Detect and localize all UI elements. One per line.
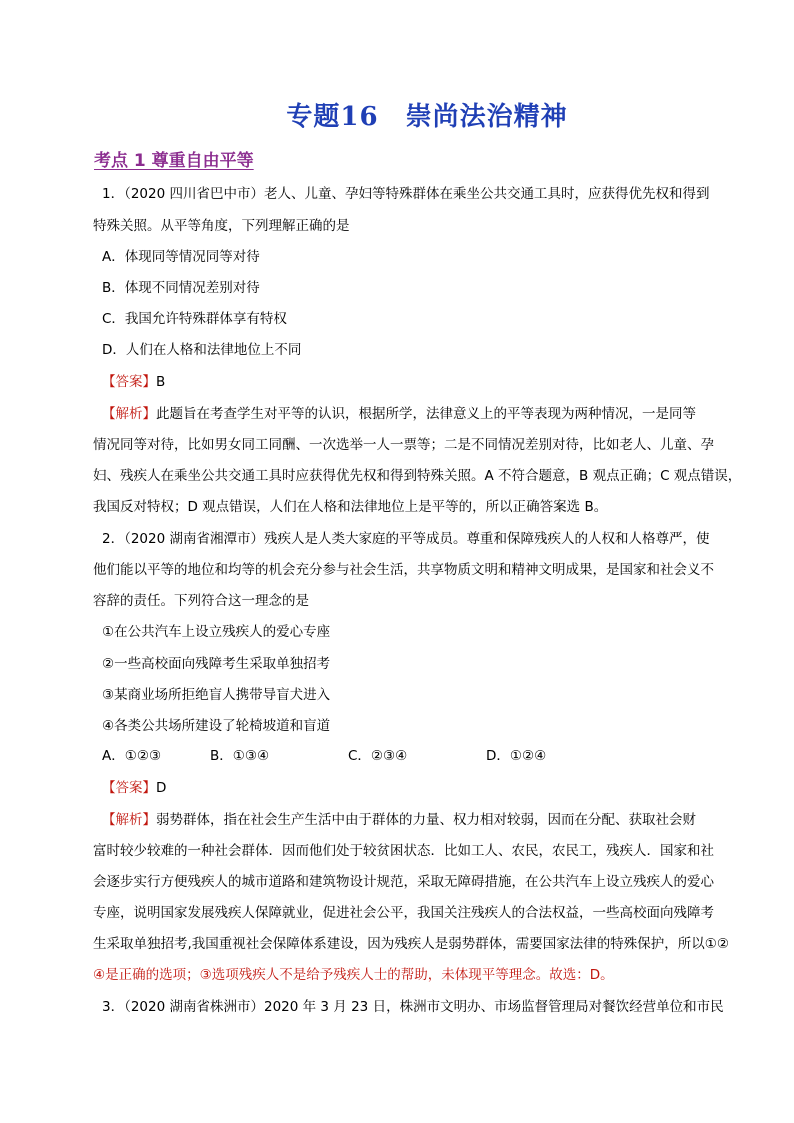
q2-answer-tag: 【答案】 [102, 780, 156, 796]
q2-item-1: ①在公共汽车上设立残疾人的爱心专座 [102, 624, 331, 640]
section-heading: 考点 1 尊重自由平等 [94, 151, 254, 171]
q2-analysis-line-5: 生采取单独招考,我国重视社会保障体系建设，因为残疾人是弱势群体，需要国家法律的特殊保护，所以①② [93, 936, 729, 952]
q2-analysis-tag: 【解析】 [102, 812, 156, 828]
q2-choice-d: D．①②④ [486, 748, 547, 764]
page-title: 专题16 崇尚法治精神 [286, 102, 568, 132]
q2-analysis-line-3: 会逐步实行方便残疾人的城市道路和建筑物设计规范，采取无障碍措施，在公共汽车上设立残疾人的爱心 [93, 874, 714, 890]
q1-analysis-tag: 【解析】 [102, 406, 156, 422]
q1-analysis-line-4: 我国反对特权；D 观点错误，人们在人格和法律地位上是平等的，所以正确答案选 B。 [93, 499, 608, 515]
q2-item-4: ④各类公共场所建设了轮椅坡道和盲道 [102, 718, 331, 734]
q1-analysis-text-1: 此题旨在考查学生对平等的认识，根据所学，法律意义上的平等表现为两种情况，一是同等 [156, 406, 696, 422]
q1-analysis-line-1 [102, 404, 696, 424]
q2-stem-line-2: 他们能以平等的地位和均等的机会充分参与社会生活，共享物质文明和精神文明成果，是国家和社会义不 [93, 562, 714, 578]
q1-option-c: C．我国允许特殊群体享有特权 [102, 311, 287, 327]
q2-analysis-line-1 [102, 810, 696, 830]
q2-analysis-line-4: 专座，说明国家发展残疾人保障就业，促进社会公平，我国关注残疾人的合法权益，一些高校面向残障考 [93, 905, 714, 921]
q2-item-3: ③某商业场所拒绝盲人携带导盲犬进入 [102, 687, 331, 703]
q2-choice-c: C．②③④ [348, 748, 408, 764]
q2-analysis-line-6: ④是正确的选项；③选项残疾人不是给予残疾人士的帮助，未体现平等理念。故选：D。 [93, 967, 614, 983]
q3-stem-line-1: 3．（2020 湖南省株洲市）2020 年 3 月 23 日，株洲市文明办、市场监督管理局对餐饮经营单位和市民 [102, 999, 724, 1015]
q1-option-a: A．体现同等情况同等对待 [102, 249, 260, 265]
q2-analysis-text-1: 弱势群体，指在社会生产生活中由于群体的力量、权力相对较弱，因而在分配、获取社会财 [156, 812, 696, 828]
q1-answer-tag: 【答案】 [102, 374, 156, 390]
q2-answer [102, 778, 166, 798]
q2-item-2: ②一些高校面向残障考生采取单独招考 [102, 656, 331, 672]
q1-analysis-line-2: 情况同等对待，比如男女同工同酬、一次选举一人一票等；二是不同情况差别对待，比如老人、儿童、孕 [93, 437, 714, 453]
q2-choice-a: A．①②③ [102, 748, 162, 764]
q1-answer-value: B [156, 374, 166, 390]
q1-option-b: B．体现不同情况差别对待 [102, 280, 260, 296]
q1-stem-line-1: 1．（2020 四川省巴中市）老人、儿童、孕妇等特殊群体在乘坐公共交通工具时，应获得优先权和得到 [102, 186, 710, 202]
q2-answer-value: D [156, 780, 167, 796]
q1-analysis-line-3: 妇、残疾人在乘坐公共交通工具时应获得优先权和得到特殊关照。A 不符合题意，B 观点正确；C 观点错误， [93, 468, 742, 484]
q1-option-d: D．人们在人格和法律地位上不同 [102, 342, 302, 358]
q2-stem-line-1: 2．（2020 湖南省湘潭市）残疾人是人类大家庭的平等成员。尊重和保障残疾人的人权和人格尊严，使 [102, 531, 710, 547]
q2-choice-b: B．①③④ [210, 748, 270, 764]
q1-answer [102, 372, 165, 392]
q1-stem-line-2: 特殊关照。从平等角度，下列理解正确的是 [93, 218, 350, 234]
q2-stem-line-3: 容辞的责任。下列符合这一理念的是 [93, 593, 309, 609]
q2-analysis-line-2: 富时较少较难的一种社会群体．因而他们处于较贫困状态．比如工人、农民，农民工，残疾人．国家和社 [93, 843, 714, 859]
